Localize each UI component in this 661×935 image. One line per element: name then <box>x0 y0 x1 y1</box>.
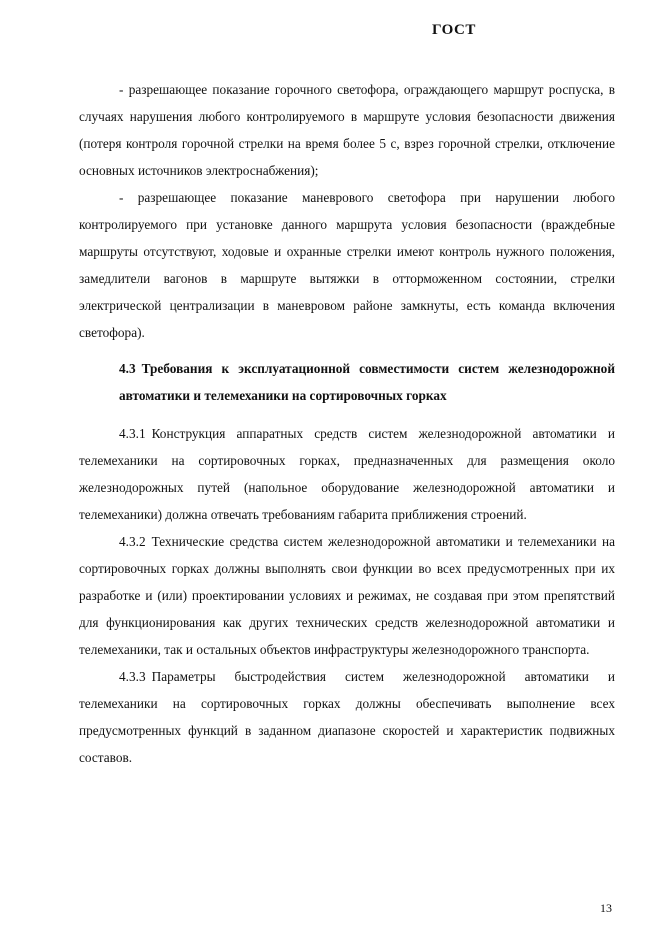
clause-text: Технические средства систем железнодорожной автоматики и телемеханики на сортировочных горках должны выполнять свои функции во всех предусмотренных при их разработке и (или) проектировании условиях и режимах, не создавая при этом препятствий для функционирования как других технических средств железнодорожной автоматики и телемеханики, так и остальных объектов инфраструктуры железнодорожного транспорта. <box>79 534 615 657</box>
section-heading <box>79 355 615 409</box>
clause-number: 4.3.3 <box>119 669 146 684</box>
page-header-title: ГОСТ <box>432 22 476 38</box>
clause-text: Параметры быстродействия систем железнодорожной автоматики и телемеханики на сортировочных горках должны обеспечивать выполнение всех предусмотренных функций в заданном диапазоне скоростей и характеристик подвижных составов. <box>79 669 615 765</box>
paragraph-dash-item: - разрешающее показание горочного светофора, ограждающего маршрут роспуска, в случаях нарушения любого контролируемого в маршруте условия безопасности движения (потеря контроля горочной стрелки на время более 5 с, взрез горочной стрелки, отключение основных источников электроснабжения); <box>79 82 615 178</box>
clause-text: Конструкция аппаратных средств систем железнодорожной автоматики и телемеханики на сортировочных горках, предназначенных для размещения около железнодорожных путей (напольное оборудование железнодорожной автоматики и телемеханики) должна отвечать требованиям габарита приближения строений. <box>79 426 615 522</box>
page-content <box>79 76 615 771</box>
clause-number: 4.3.2 <box>119 534 146 549</box>
clause-paragraph <box>79 420 615 528</box>
section-title: Требования к эксплуатационной совместимости систем железнодорожной автоматики и телемеханики на сортировочных горках <box>119 361 615 403</box>
clause-paragraph <box>79 663 615 771</box>
paragraph-dash-item: - разрешающее показание маневрового светофора при нарушении любого контролируемого при установке данного маршрута условия безопасности (враждебные маршруты отсутствуют, ходовые и охранные стрелки имеют контроль нужного положения, замедлители вагонов в маршруте вытяжки в отторможенном состоянии, стрелки электрической централизации в маневровом районе замкнуты, есть команда включения светофора). <box>79 190 615 340</box>
clause-number: 4.3.1 <box>119 426 146 441</box>
section-number: 4.3 <box>119 361 136 376</box>
clause-paragraph <box>79 528 615 663</box>
page-number: 13 <box>600 901 612 915</box>
